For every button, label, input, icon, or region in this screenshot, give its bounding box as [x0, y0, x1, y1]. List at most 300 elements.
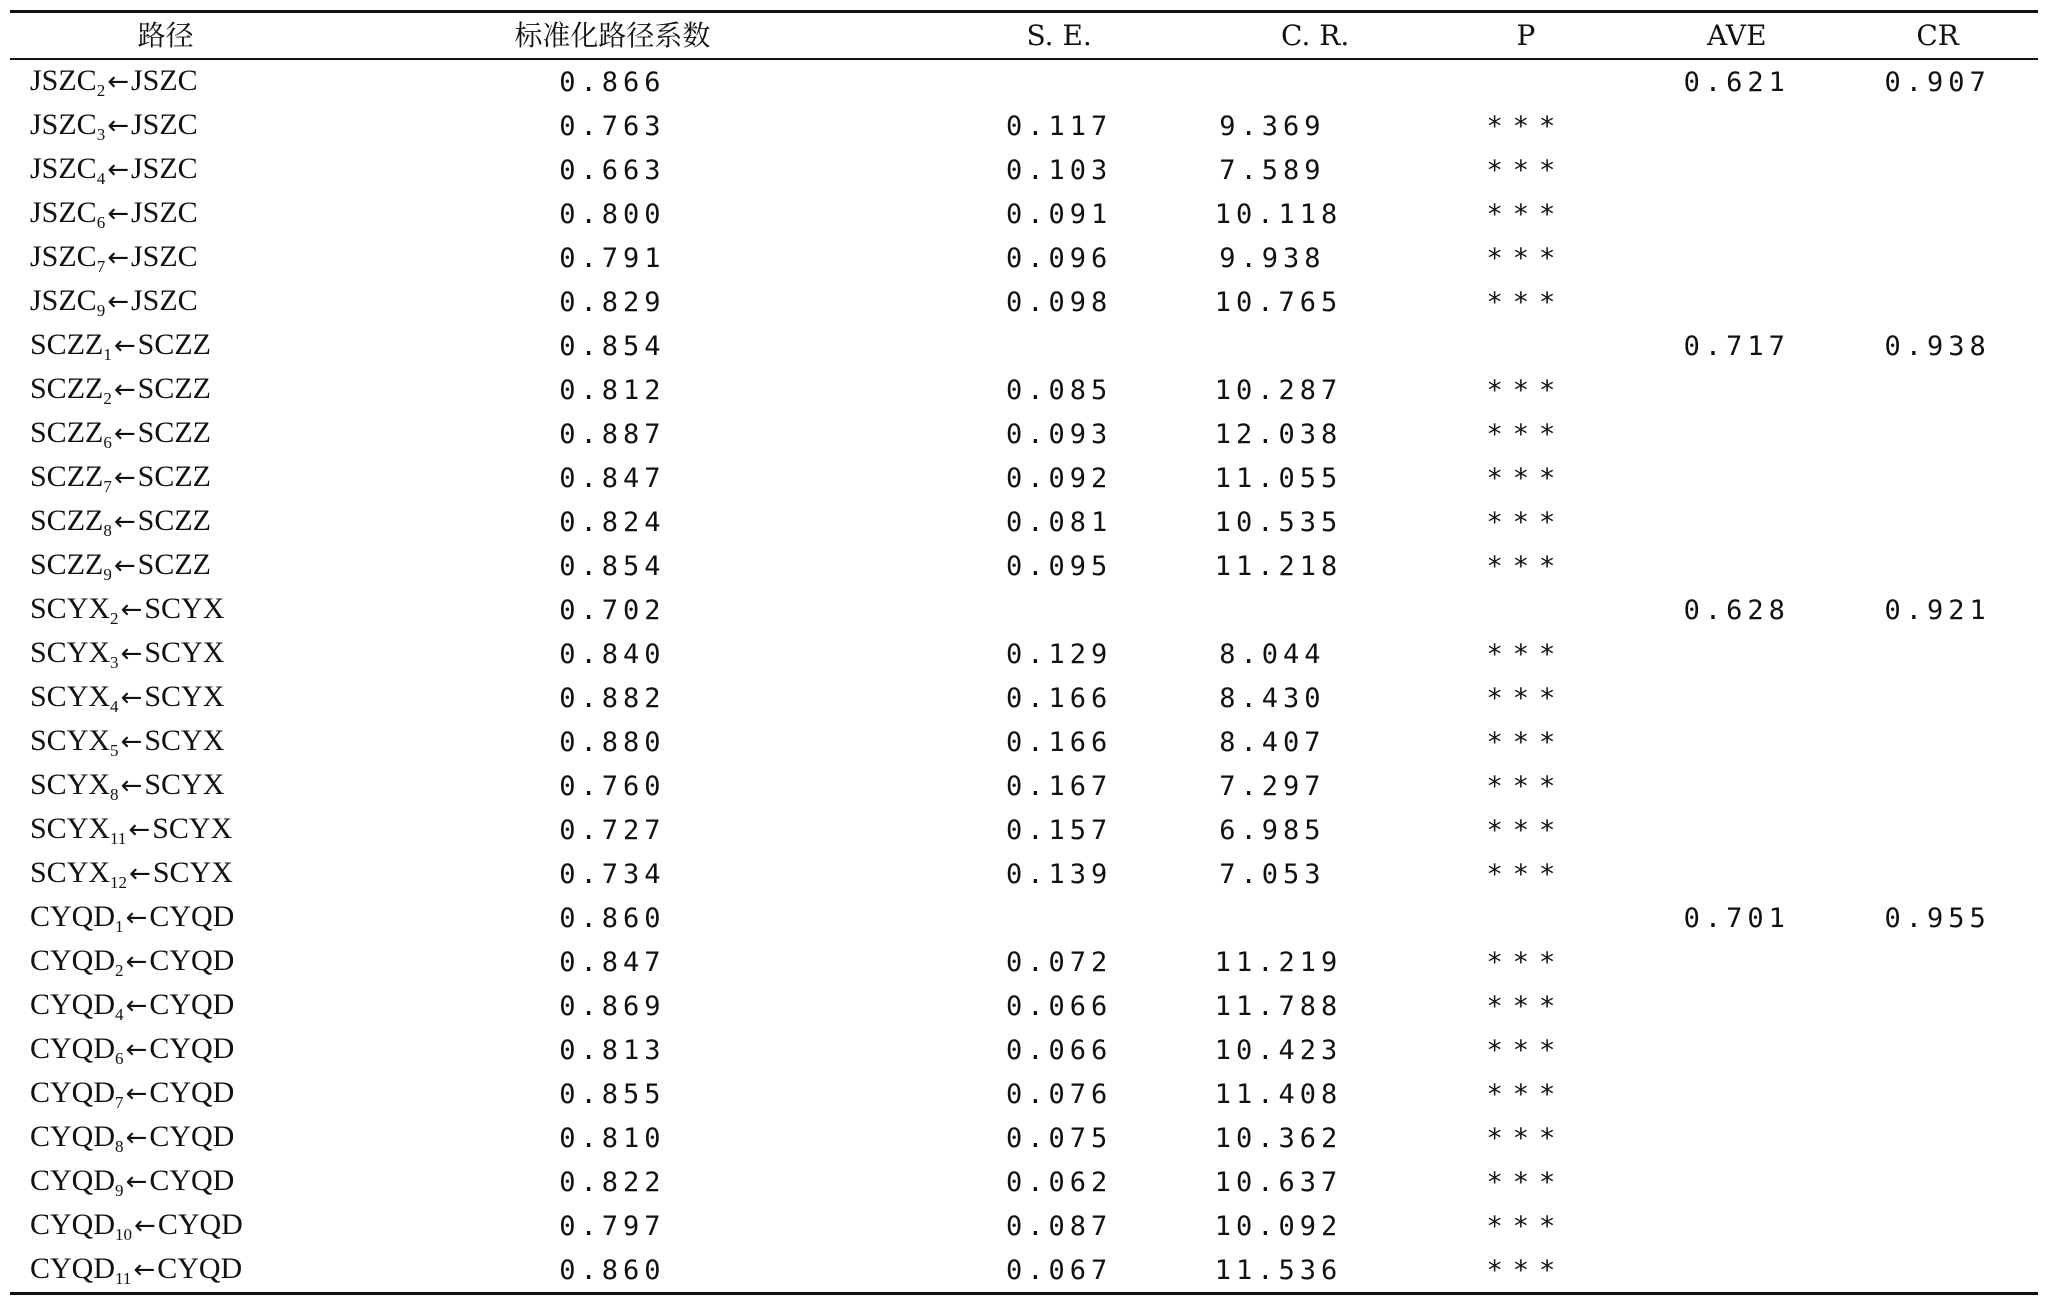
indicator-name: SCYX [30, 679, 111, 713]
indicator-index: 6 [115, 1048, 124, 1068]
table-row [10, 940, 2038, 984]
ave-cell [1636, 720, 1837, 764]
cr-cell: 10.092 [1214, 1210, 1343, 1242]
path-label [30, 547, 212, 584]
se-cell: 0.167 [1005, 770, 1113, 802]
cr-cell: 10.362 [1214, 1122, 1343, 1154]
std-coef-cell: 0.880 [559, 726, 666, 758]
latent-name: CYQD [149, 1119, 235, 1153]
latent-name: SCZZ [137, 459, 212, 493]
latent-name: CYQD [149, 899, 235, 933]
se-cell: 0.166 [1005, 726, 1113, 758]
path-cell [10, 852, 321, 896]
table-row [10, 544, 2038, 588]
table-row [10, 1160, 2038, 1204]
table-row [10, 456, 2038, 500]
ave-cell [1636, 236, 1837, 280]
composite-reliability-cell [1837, 852, 2038, 896]
composite-reliability-cell [1837, 676, 2038, 720]
latent-name: CYQD [149, 943, 235, 977]
cr-cell: 10.423 [1214, 1034, 1343, 1066]
composite-reliability-cell: 0.955 [1884, 902, 1991, 934]
ave-cell [1636, 676, 1837, 720]
p-cell: *** [1486, 682, 1566, 714]
table-row [10, 764, 2038, 808]
latent-name: CYQD [149, 1031, 235, 1065]
composite-reliability-cell [1837, 104, 2038, 148]
composite-reliability-cell [1837, 764, 2038, 808]
table-row [10, 1204, 2038, 1248]
latent-name: JSZC [131, 195, 198, 229]
p-cell: *** [1486, 770, 1566, 802]
std-coef-cell: 0.824 [559, 506, 666, 538]
p-cell: *** [1486, 858, 1566, 890]
std-coef-cell: 0.763 [559, 110, 666, 142]
se-cell: 0.062 [1005, 1166, 1113, 1198]
latent-name: SCYX [144, 591, 225, 625]
cr-cell: 11.788 [1214, 990, 1343, 1022]
indicator-name: SCZZ [30, 371, 104, 405]
ave-cell [1636, 940, 1837, 984]
std-coef-cell: 0.663 [559, 154, 666, 186]
left-arrow-icon: ← [113, 506, 136, 537]
p-cell: *** [1486, 242, 1566, 274]
indicator-name: CYQD [30, 1075, 116, 1109]
path-cell [10, 588, 321, 632]
std-coef-cell: 0.854 [559, 550, 666, 582]
composite-reliability-cell: 0.907 [1884, 66, 1991, 98]
table-row [10, 280, 2038, 324]
indicator-index: 1 [115, 916, 124, 936]
table-row [10, 588, 2038, 632]
path-cell [10, 1116, 321, 1160]
table-row [10, 720, 2038, 764]
table-row [10, 412, 2038, 456]
left-arrow-icon: ← [107, 154, 129, 185]
cr-cell: 11.218 [1214, 550, 1343, 582]
se-cell: 0.067 [1005, 1254, 1113, 1286]
composite-reliability-cell [1837, 984, 2038, 1028]
se-cell: 0.081 [1005, 506, 1113, 538]
indicator-index: 7 [115, 1092, 124, 1112]
table-row [10, 632, 2038, 676]
indicator-name: SCZZ [30, 547, 104, 581]
composite-reliability-cell [1837, 940, 2038, 984]
se-cell: 0.087 [1005, 1210, 1113, 1242]
path-label [30, 987, 235, 1024]
se-cell: 0.085 [1005, 374, 1113, 406]
left-arrow-icon: ← [125, 1166, 148, 1197]
path-cell [10, 1160, 321, 1204]
header-std-coef: 标准化路径系数 [514, 18, 711, 52]
indicator-name: SCYX [30, 855, 111, 889]
path-label [30, 503, 212, 540]
std-coef-cell: 0.810 [559, 1122, 666, 1154]
path-cell [10, 720, 321, 764]
std-coef-cell: 0.866 [559, 66, 666, 98]
ave-cell [1636, 1204, 1837, 1248]
ave-cell [1636, 852, 1837, 896]
indicator-index: 10 [115, 1224, 133, 1244]
composite-reliability-cell [1837, 368, 2038, 412]
p-cell: *** [1486, 286, 1566, 318]
path-label [30, 151, 198, 188]
path-label [30, 723, 225, 760]
table-body [10, 59, 2038, 1294]
left-arrow-icon: ← [125, 990, 148, 1021]
std-coef-cell: 0.760 [559, 770, 666, 802]
indicator-index: 4 [115, 1004, 124, 1024]
header-composite-reliability: CR [1916, 18, 1959, 52]
composite-reliability-cell [1837, 1204, 2038, 1248]
path-label [30, 1119, 235, 1156]
left-arrow-icon: ← [125, 946, 148, 977]
path-cell [10, 676, 321, 720]
cr-cell: 11.536 [1214, 1254, 1343, 1286]
ave-cell [1636, 1028, 1837, 1072]
latent-name: CYQD [149, 987, 235, 1021]
p-cell [1416, 588, 1637, 632]
indicator-name: SCYX [30, 723, 111, 757]
left-arrow-icon: ← [133, 1254, 156, 1285]
path-label [30, 1031, 235, 1068]
std-coef-cell: 0.847 [559, 462, 666, 494]
cr-cell: 8.430 [1219, 682, 1326, 714]
std-coef-cell: 0.855 [559, 1078, 666, 1110]
cr-cell: 8.407 [1219, 726, 1326, 758]
path-label [30, 943, 235, 980]
indicator-name: CYQD [30, 1163, 116, 1197]
cr-cell [1215, 59, 1416, 104]
left-arrow-icon: ← [107, 110, 129, 141]
path-cell [10, 632, 321, 676]
p-cell: *** [1486, 1078, 1566, 1110]
std-coef-cell: 0.727 [559, 814, 666, 846]
path-cell [10, 324, 321, 368]
composite-reliability-cell [1837, 148, 2038, 192]
ave-cell [1636, 808, 1837, 852]
latent-name: JSZC [131, 107, 198, 141]
se-cell [904, 59, 1215, 104]
composite-reliability-cell [1837, 1028, 2038, 1072]
ave-cell [1636, 148, 1837, 192]
path-label [30, 1075, 235, 1112]
latent-name: SCYX [152, 811, 233, 845]
left-arrow-icon: ← [125, 1078, 148, 1109]
header-p: P [1516, 18, 1536, 52]
indicator-index: 3 [110, 652, 119, 672]
p-cell: *** [1486, 1254, 1566, 1286]
latent-name: SCZZ [137, 415, 212, 449]
cr-cell: 11.055 [1214, 462, 1343, 494]
indicator-index: 8 [103, 520, 112, 540]
indicator-index: 11 [110, 828, 127, 848]
latent-name: JSZC [131, 151, 198, 185]
latent-name: SCYX [144, 635, 225, 669]
p-cell [1416, 59, 1637, 104]
cr-cell: 12.038 [1214, 418, 1343, 450]
se-cell: 0.093 [1005, 418, 1113, 450]
se-cell: 0.095 [1005, 550, 1113, 582]
indicator-name: SCZZ [30, 415, 104, 449]
indicator-index: 6 [103, 432, 112, 452]
composite-reliability-cell [1837, 412, 2038, 456]
path-cell [10, 764, 321, 808]
table-row [10, 368, 2038, 412]
table-row [10, 984, 2038, 1028]
path-label [30, 899, 235, 936]
cr-cell [1215, 324, 1416, 368]
indicator-name: SCYX [30, 591, 111, 625]
path-cell [10, 896, 321, 940]
indicator-name: CYQD [30, 987, 116, 1021]
p-cell [1416, 324, 1637, 368]
cr-cell: 11.219 [1214, 946, 1343, 978]
indicator-index: 2 [110, 608, 119, 628]
indicator-index: 9 [96, 300, 106, 320]
std-coef-cell: 0.847 [559, 946, 666, 978]
table-row [10, 676, 2038, 720]
path-cell [10, 1204, 321, 1248]
se-cell: 0.166 [1005, 682, 1113, 714]
path-cell [10, 1028, 321, 1072]
path-label [30, 635, 225, 672]
path-cell [10, 984, 321, 1028]
se-cell: 0.157 [1005, 814, 1113, 846]
latent-name: SCZZ [137, 371, 212, 405]
table-row [10, 1248, 2038, 1294]
path-label [30, 107, 198, 144]
indicator-index: 5 [110, 740, 119, 760]
left-arrow-icon: ← [125, 1034, 148, 1065]
path-label [30, 195, 198, 232]
path-label [30, 679, 225, 716]
path-cell [10, 192, 321, 236]
header-row [10, 12, 2038, 60]
table-row [10, 1028, 2038, 1072]
path-cell [10, 280, 321, 324]
latent-name: SCYX [144, 679, 225, 713]
path-label [30, 63, 198, 100]
std-coef-cell: 0.797 [559, 1210, 666, 1242]
p-cell: *** [1486, 1166, 1566, 1198]
composite-reliability-cell [1837, 808, 2038, 852]
se-cell: 0.076 [1005, 1078, 1113, 1110]
ave-cell: 0.621 [1683, 66, 1790, 98]
p-cell: *** [1486, 990, 1566, 1022]
composite-reliability-cell [1837, 544, 2038, 588]
p-cell: *** [1486, 506, 1566, 538]
path-cell [10, 104, 321, 148]
se-cell [904, 588, 1215, 632]
se-cell: 0.098 [1005, 286, 1113, 318]
indicator-name: JSZC [30, 107, 97, 141]
se-cell: 0.129 [1005, 638, 1113, 670]
indicator-index: 7 [96, 256, 106, 276]
p-cell: *** [1486, 814, 1566, 846]
cr-cell: 6.985 [1219, 814, 1326, 846]
path-cell [10, 500, 321, 544]
cr-cell: 11.408 [1214, 1078, 1343, 1110]
path-label [30, 239, 198, 276]
latent-name: CYQD [149, 1075, 235, 1109]
header-cr: C. R. [1281, 18, 1350, 52]
indicator-index: 8 [115, 1136, 124, 1156]
latent-name: JSZC [131, 63, 198, 97]
table-row [10, 236, 2038, 280]
indicator-name: SCYX [30, 767, 111, 801]
se-cell: 0.117 [1005, 110, 1113, 142]
composite-reliability-cell [1837, 1072, 2038, 1116]
indicator-name: JSZC [30, 283, 97, 317]
path-label [30, 1207, 243, 1244]
cr-cell: 7.589 [1219, 154, 1326, 186]
left-arrow-icon: ← [107, 66, 129, 97]
indicator-index: 9 [103, 564, 112, 584]
ave-cell [1636, 1248, 1837, 1294]
indicator-index: 2 [115, 960, 124, 980]
table-container [10, 10, 2038, 1295]
std-coef-cell: 0.734 [559, 858, 666, 890]
std-coef-cell: 0.860 [559, 902, 666, 934]
table-row [10, 852, 2038, 896]
cr-cell: 7.297 [1219, 770, 1326, 802]
se-cell: 0.091 [1005, 198, 1113, 230]
path-cell [10, 236, 321, 280]
header-ave: AVE [1707, 18, 1767, 52]
ave-cell [1636, 500, 1837, 544]
cr-cell [1215, 588, 1416, 632]
cr-cell: 9.369 [1219, 110, 1326, 142]
cr-cell: 10.535 [1214, 506, 1343, 538]
path-label [30, 591, 225, 628]
indicator-name: JSZC [30, 151, 97, 185]
se-cell: 0.103 [1005, 154, 1113, 186]
left-arrow-icon: ← [120, 682, 143, 713]
path-cell [10, 59, 321, 104]
se-cell: 0.075 [1005, 1122, 1113, 1154]
left-arrow-icon: ← [120, 638, 143, 669]
ave-cell [1636, 412, 1837, 456]
indicator-index: 11 [115, 1268, 132, 1288]
indicator-index: 9 [115, 1180, 124, 1200]
cr-cell: 10.637 [1214, 1166, 1343, 1198]
path-label [30, 1251, 243, 1288]
path-cell [10, 808, 321, 852]
p-cell: *** [1486, 198, 1566, 230]
p-cell: *** [1486, 726, 1566, 758]
path-label [30, 415, 212, 452]
std-coef-cell: 0.840 [559, 638, 666, 670]
std-coef-cell: 0.791 [559, 242, 666, 274]
path-label [30, 371, 212, 408]
left-arrow-icon: ← [125, 902, 148, 933]
se-cell [904, 324, 1215, 368]
table-row [10, 808, 2038, 852]
cr-cell: 7.053 [1219, 858, 1326, 890]
path-cell [10, 1248, 321, 1294]
path-label [30, 283, 198, 320]
indicator-name: SCZZ [30, 503, 104, 537]
std-coef-cell: 0.702 [559, 594, 666, 626]
p-cell: *** [1486, 418, 1566, 450]
std-coef-cell: 0.829 [559, 286, 666, 318]
table-row [10, 59, 2038, 104]
composite-reliability-cell: 0.921 [1884, 594, 1991, 626]
cr-cell: 10.118 [1214, 198, 1343, 230]
path-label [30, 811, 233, 848]
indicator-index: 7 [103, 476, 112, 496]
ave-cell [1636, 544, 1837, 588]
indicator-name: CYQD [30, 899, 116, 933]
latent-name: JSZC [131, 283, 198, 317]
se-cell [904, 896, 1215, 940]
latent-name: SCYX [144, 723, 225, 757]
left-arrow-icon: ← [125, 1122, 148, 1153]
table-row [10, 1072, 2038, 1116]
left-arrow-icon: ← [120, 770, 143, 801]
composite-reliability-cell [1837, 720, 2038, 764]
ave-cell [1636, 368, 1837, 412]
ave-cell: 0.701 [1683, 902, 1790, 934]
p-cell: *** [1486, 374, 1566, 406]
table-row [10, 148, 2038, 192]
latent-name: SCYX [144, 767, 225, 801]
std-coef-cell: 0.860 [559, 1254, 666, 1286]
p-cell [1416, 896, 1637, 940]
se-cell: 0.096 [1005, 242, 1113, 274]
composite-reliability-cell [1837, 500, 2038, 544]
p-cell: *** [1486, 1034, 1566, 1066]
p-cell: *** [1486, 638, 1566, 670]
indicator-index: 8 [110, 784, 119, 804]
left-arrow-icon: ← [129, 858, 151, 889]
latent-name: CYQD [157, 1207, 243, 1241]
latent-name: JSZC [131, 239, 198, 273]
left-arrow-icon: ← [113, 462, 136, 493]
table-row [10, 324, 2038, 368]
indicator-index: 3 [96, 124, 106, 144]
std-coef-cell: 0.887 [559, 418, 666, 450]
latent-name: CYQD [157, 1251, 243, 1285]
left-arrow-icon: ← [107, 242, 129, 273]
left-arrow-icon: ← [134, 1210, 156, 1241]
ave-cell [1636, 984, 1837, 1028]
left-arrow-icon: ← [120, 594, 143, 625]
cr-cell [1215, 896, 1416, 940]
composite-reliability-cell [1837, 280, 2038, 324]
path-cell [10, 148, 321, 192]
path-label [30, 1163, 235, 1200]
indicator-index: 2 [96, 80, 106, 100]
std-coef-cell: 0.813 [559, 1034, 666, 1066]
indicator-name: CYQD [30, 1251, 116, 1285]
indicator-index: 4 [110, 696, 119, 716]
cr-cell: 10.287 [1214, 374, 1343, 406]
ave-cell [1636, 632, 1837, 676]
header-se: S. E. [1026, 18, 1092, 52]
left-arrow-icon: ← [113, 550, 136, 581]
left-arrow-icon: ← [107, 198, 129, 229]
path-label [30, 855, 233, 892]
latent-name: CYQD [149, 1163, 235, 1197]
latent-name: SCZZ [137, 503, 212, 537]
se-cell: 0.092 [1005, 462, 1113, 494]
latent-name: SCZZ [137, 547, 212, 581]
std-coef-cell: 0.882 [559, 682, 666, 714]
se-cell: 0.066 [1005, 990, 1113, 1022]
composite-reliability-cell [1837, 632, 2038, 676]
